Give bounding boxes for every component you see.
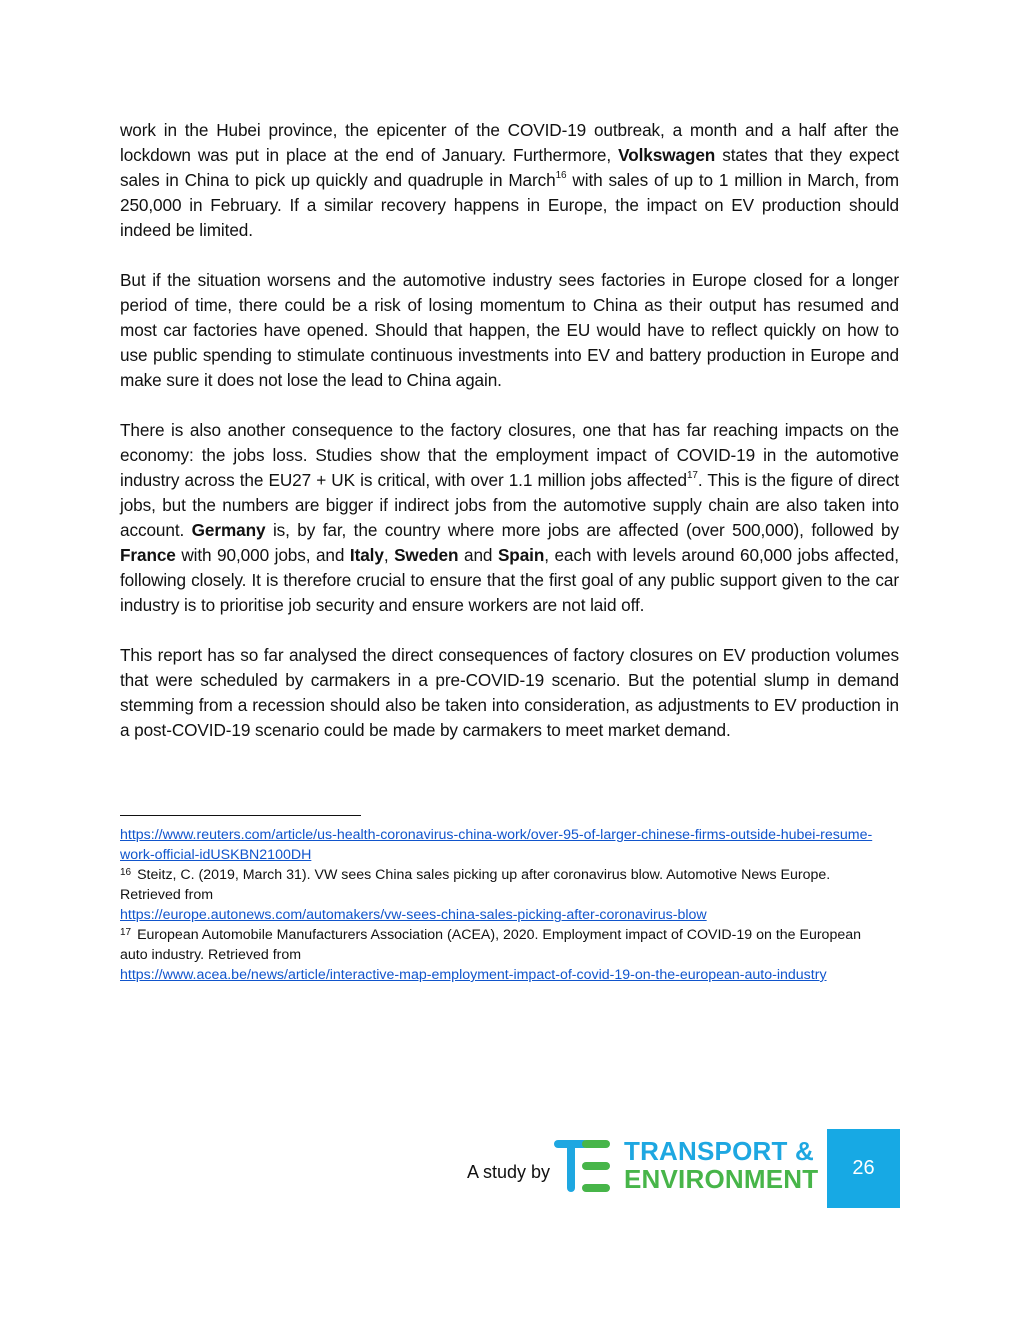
footnote-16-text: Steitz, C. (2019, March 31). VW sees China sales picking up after coronavirus blow. Automotive News Europe. Retrieved from — [120, 867, 831, 903]
paragraph-3-text-g: , each with levels around 60,000 jobs affected, following closely. It is therefore crucial to ensure that the first goal of any public support given to the car industry is to prioritise job security and ensure workers are not laid off. — [120, 545, 899, 615]
footnote-ref-17[interactable]: 17 — [686, 470, 698, 481]
bold-spain: Spain — [497, 545, 545, 565]
main-text — [120, 118, 899, 768]
study-by-label: A study by — [467, 1162, 551, 1182]
paragraph-3-text-a: There is also another consequence to the factory closures, one that has far reaching impacts on the economy: the jobs loss. Studies show that the employment impact of COVID-19 in the automotive industry across the EU27 + UK is critical, with over 1.1 million jobs affected — [120, 420, 899, 490]
footnotes — [120, 825, 880, 985]
footnote-17 — [120, 925, 880, 985]
paragraph-4 — [120, 643, 899, 743]
footnote-17-text: European Automobile Manufacturers Association (ACEA), 2020. Employment impact of COVID-19 on the European auto industry. Retrieved from — [120, 927, 862, 963]
paragraph-3-text-d: with 90,000 jobs, and — [175, 545, 350, 565]
paragraph-3-text-e: , — [383, 545, 395, 565]
page-number-badge — [827, 1129, 900, 1208]
paragraph-1 — [120, 118, 899, 243]
footnote-separator — [120, 815, 361, 816]
paragraph-1-text-c: with sales of up to 1 million in March, from 250,000 in February. If a similar recovery happens in Europe, the impact on EV production should indeed be limited. — [120, 170, 899, 240]
footnote-16-link[interactable]: https://europe.autonews.com/automakers/vw-sees-china-sales-picking-after-coronavirus-blow — [120, 907, 707, 923]
footnote-16-number: 16 — [120, 867, 132, 878]
footnote-15 — [120, 825, 880, 865]
paragraph-2 — [120, 268, 899, 393]
bold-france: France — [120, 545, 176, 565]
te-logo-icon — [554, 1140, 612, 1192]
footnote-17-link[interactable]: https://www.acea.be/news/article/interactive-map-employment-impact-of-covid-19-on-the-european-auto-industry — [120, 967, 827, 983]
logo-line-environment: ENVIRONMENT — [624, 1164, 819, 1194]
te-logo-wordmark — [624, 1137, 818, 1193]
bold-italy: Italy — [349, 545, 384, 565]
paragraph-3-text-f: and — [458, 545, 498, 565]
paragraph-4-text: This report has so far analysed the direct consequences of factory closures on EV production volumes that were scheduled by carmakers in a pre-COVID-19 scenario. But the potential slump in demand stemming from a recession should also be taken into consideration, as adjustments to EV production in a post-COVID-19 scenario could be made by carmakers to meet market demand. — [120, 645, 899, 740]
footnote-17-number: 17 — [120, 927, 132, 938]
page-footer — [0, 1129, 1020, 1208]
paragraph-3 — [120, 418, 899, 618]
logo-line-transport: TRANSPORT & — [624, 1136, 814, 1166]
bold-sweden: Sweden — [394, 545, 459, 565]
paragraph-1-text-a: work in the Hubei province, the epicenter of the COVID-19 outbreak, a month and a half after the lockdown was put in place at the end of January. Furthermore, — [120, 120, 899, 165]
paragraph-3-text-b: . This is the figure of direct jobs, but the numbers are bigger if indirect jobs from the automotive supply chain are also taken into account. — [120, 470, 900, 540]
footnote-15-link[interactable]: https://www.reuters.com/article/us-health-coronavirus-china-work/over-95-of-larger-chinese-firms-outside-hubei-resume-work-official-idUSKBN2100DH — [120, 827, 873, 863]
footnote-ref-16[interactable]: 16 — [555, 170, 567, 181]
paragraph-1-text-b: states that they expect sales in China to pick up quickly and quadruple in March — [120, 145, 899, 190]
page-number: 26 — [852, 1157, 875, 1179]
bold-germany: Germany — [191, 520, 266, 540]
bold-volkswagen: Volkswagen — [618, 145, 716, 165]
footnote-16 — [120, 865, 880, 925]
paragraph-3-text-c: is, by far, the country where more jobs are affected (over 500,000), followed by — [265, 520, 900, 540]
paragraph-2-text: But if the situation worsens and the automotive industry sees factories in Europe closed for a longer period of time, there could be a risk of losing momentum to China as their output has resumed and most car factories have opened. Should that happen, the EU would have to reflect quickly on how to use public spending to stimulate continuous investments into EV and battery production in Europe and make sure it does not lose the lead to China again. — [120, 270, 899, 390]
